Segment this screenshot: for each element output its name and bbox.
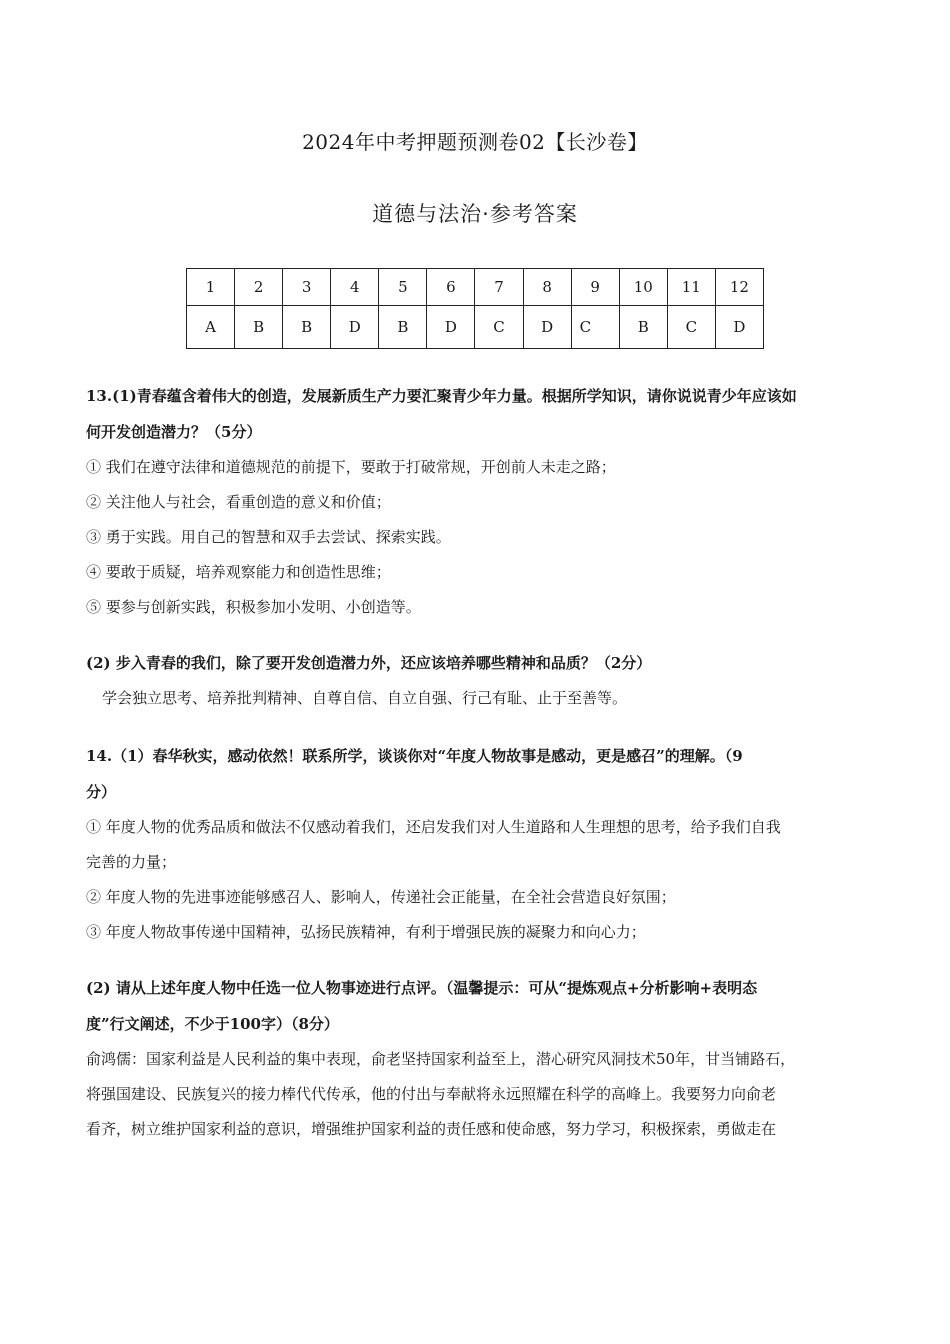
answer-table-answer-row [187, 306, 764, 349]
question-14-2-line: (2) 请从上述年度人物中任选一位人物事迹进行点评。（温馨提示：可从“提炼观点+分析影响+表明态 [86, 979, 758, 997]
question-number-cell: 6 [427, 269, 475, 306]
answer-cell: B [283, 306, 331, 349]
answer-line: 俞鸿儒：国家利益是人民利益的集中表现，俞老坚持国家利益至上，潜心研究风洞技术50年，甘当铺路石， [86, 1050, 796, 1068]
answer-line: ① 我们在遵守法律和道德规范的前提下，要敢于打破常规，开创前人未走之路； [86, 458, 616, 476]
question-number-cell: 1 [187, 269, 235, 306]
answer-content [86, 378, 876, 1147]
answer-line: ③ 勇于实践。用自己的智慧和双手去尝试、探索实践。 [86, 528, 451, 546]
exam-title: 2024年中考押题预测卷02【长沙卷】 [302, 130, 648, 154]
question-number-cell: 5 [379, 269, 427, 306]
question-number-cell: 7 [475, 269, 523, 306]
question-13-1-line: 13.(1)青春蕴含着伟大的创造，发展新质生产力要汇聚青少年力量。根据所学知识，请你说说青少年应该如 [86, 387, 797, 405]
question-13-2: (2) 步入青春的我们，除了要开发创造潜力外，还应该培养哪些精神和品质？（2分） [86, 654, 652, 672]
answer-line: 学会独立思考、培养批判精神、自尊自信、自立自强、行己有耻、止于至善等。 [102, 689, 628, 707]
question-number-cell: 11 [667, 269, 715, 306]
answer-table-number-row [187, 269, 764, 306]
question-number-cell: 8 [523, 269, 571, 306]
answer-line: 看齐，树立维护国家利益的意识，增强维护国家利益的责任感和使命感，努力学习，积极探索，勇做走在 [86, 1120, 777, 1138]
question-number-cell: 9 [571, 269, 619, 306]
question-14-1-line: 14.（1）春华秋实，感动依然！联系所学，谈谈你对“年度人物故事是感动，更是感召”的理解。（9 [86, 747, 743, 765]
question-number-cell: 3 [283, 269, 331, 306]
answer-line: 完善的力量； [86, 853, 177, 871]
answer-cell: D [523, 306, 571, 349]
question-13-1-line: 何开发创造潜力？（5分） [86, 423, 262, 441]
answer-line: 将强国建设、民族复兴的接力棒代代传承，他的付出与奉献将永远照耀在科学的高峰上。我要努力向俞老 [86, 1085, 777, 1103]
spacer [86, 950, 876, 970]
answer-cell: C [475, 306, 523, 349]
question-number-cell: 4 [331, 269, 379, 306]
exam-subtitle: 道德与法治·参考答案 [372, 202, 578, 226]
question-14-2-line: 度”行文阐述，不少于100字）（8分） [86, 1015, 339, 1033]
answer-line: ④ 要敢于质疑，培养观察能力和创造性思维； [86, 563, 391, 581]
answer-line: ⑤ 要参与创新实践，积极参加小发明、小创造等。 [86, 598, 421, 616]
question-number-cell: 2 [235, 269, 283, 306]
answer-cell: D [427, 306, 475, 349]
answer-cell: B [619, 306, 667, 349]
question-number-cell: 10 [619, 269, 667, 306]
answer-cell: D [715, 306, 763, 349]
answer-line: ③ 年度人物故事传递中国精神，弘扬民族精神，有利于增强民族的凝聚力和向心力； [86, 923, 646, 941]
answer-cell: A [187, 306, 235, 349]
answer-line: ① 年度人物的优秀品质和做法不仅感动着我们，还启发我们对人生道路和人生理想的思考，给予我们自我 [86, 818, 781, 836]
question-14-1-line: 分） [86, 783, 117, 801]
answer-line: ② 关注他人与社会，看重创造的意义和价值； [86, 493, 391, 511]
answer-cell: C [571, 306, 619, 349]
spacer [86, 716, 876, 738]
answer-cell: B [379, 306, 427, 349]
answer-table [186, 268, 764, 349]
question-number-cell: 12 [715, 269, 763, 306]
answer-cell: D [331, 306, 379, 349]
answer-cell: B [235, 306, 283, 349]
answer-line: ② 年度人物的先进事迹能够感召人、影响人，传递社会正能量，在全社会营造良好氛围； [86, 888, 676, 906]
answer-cell: C [667, 306, 715, 349]
spacer [86, 625, 876, 645]
